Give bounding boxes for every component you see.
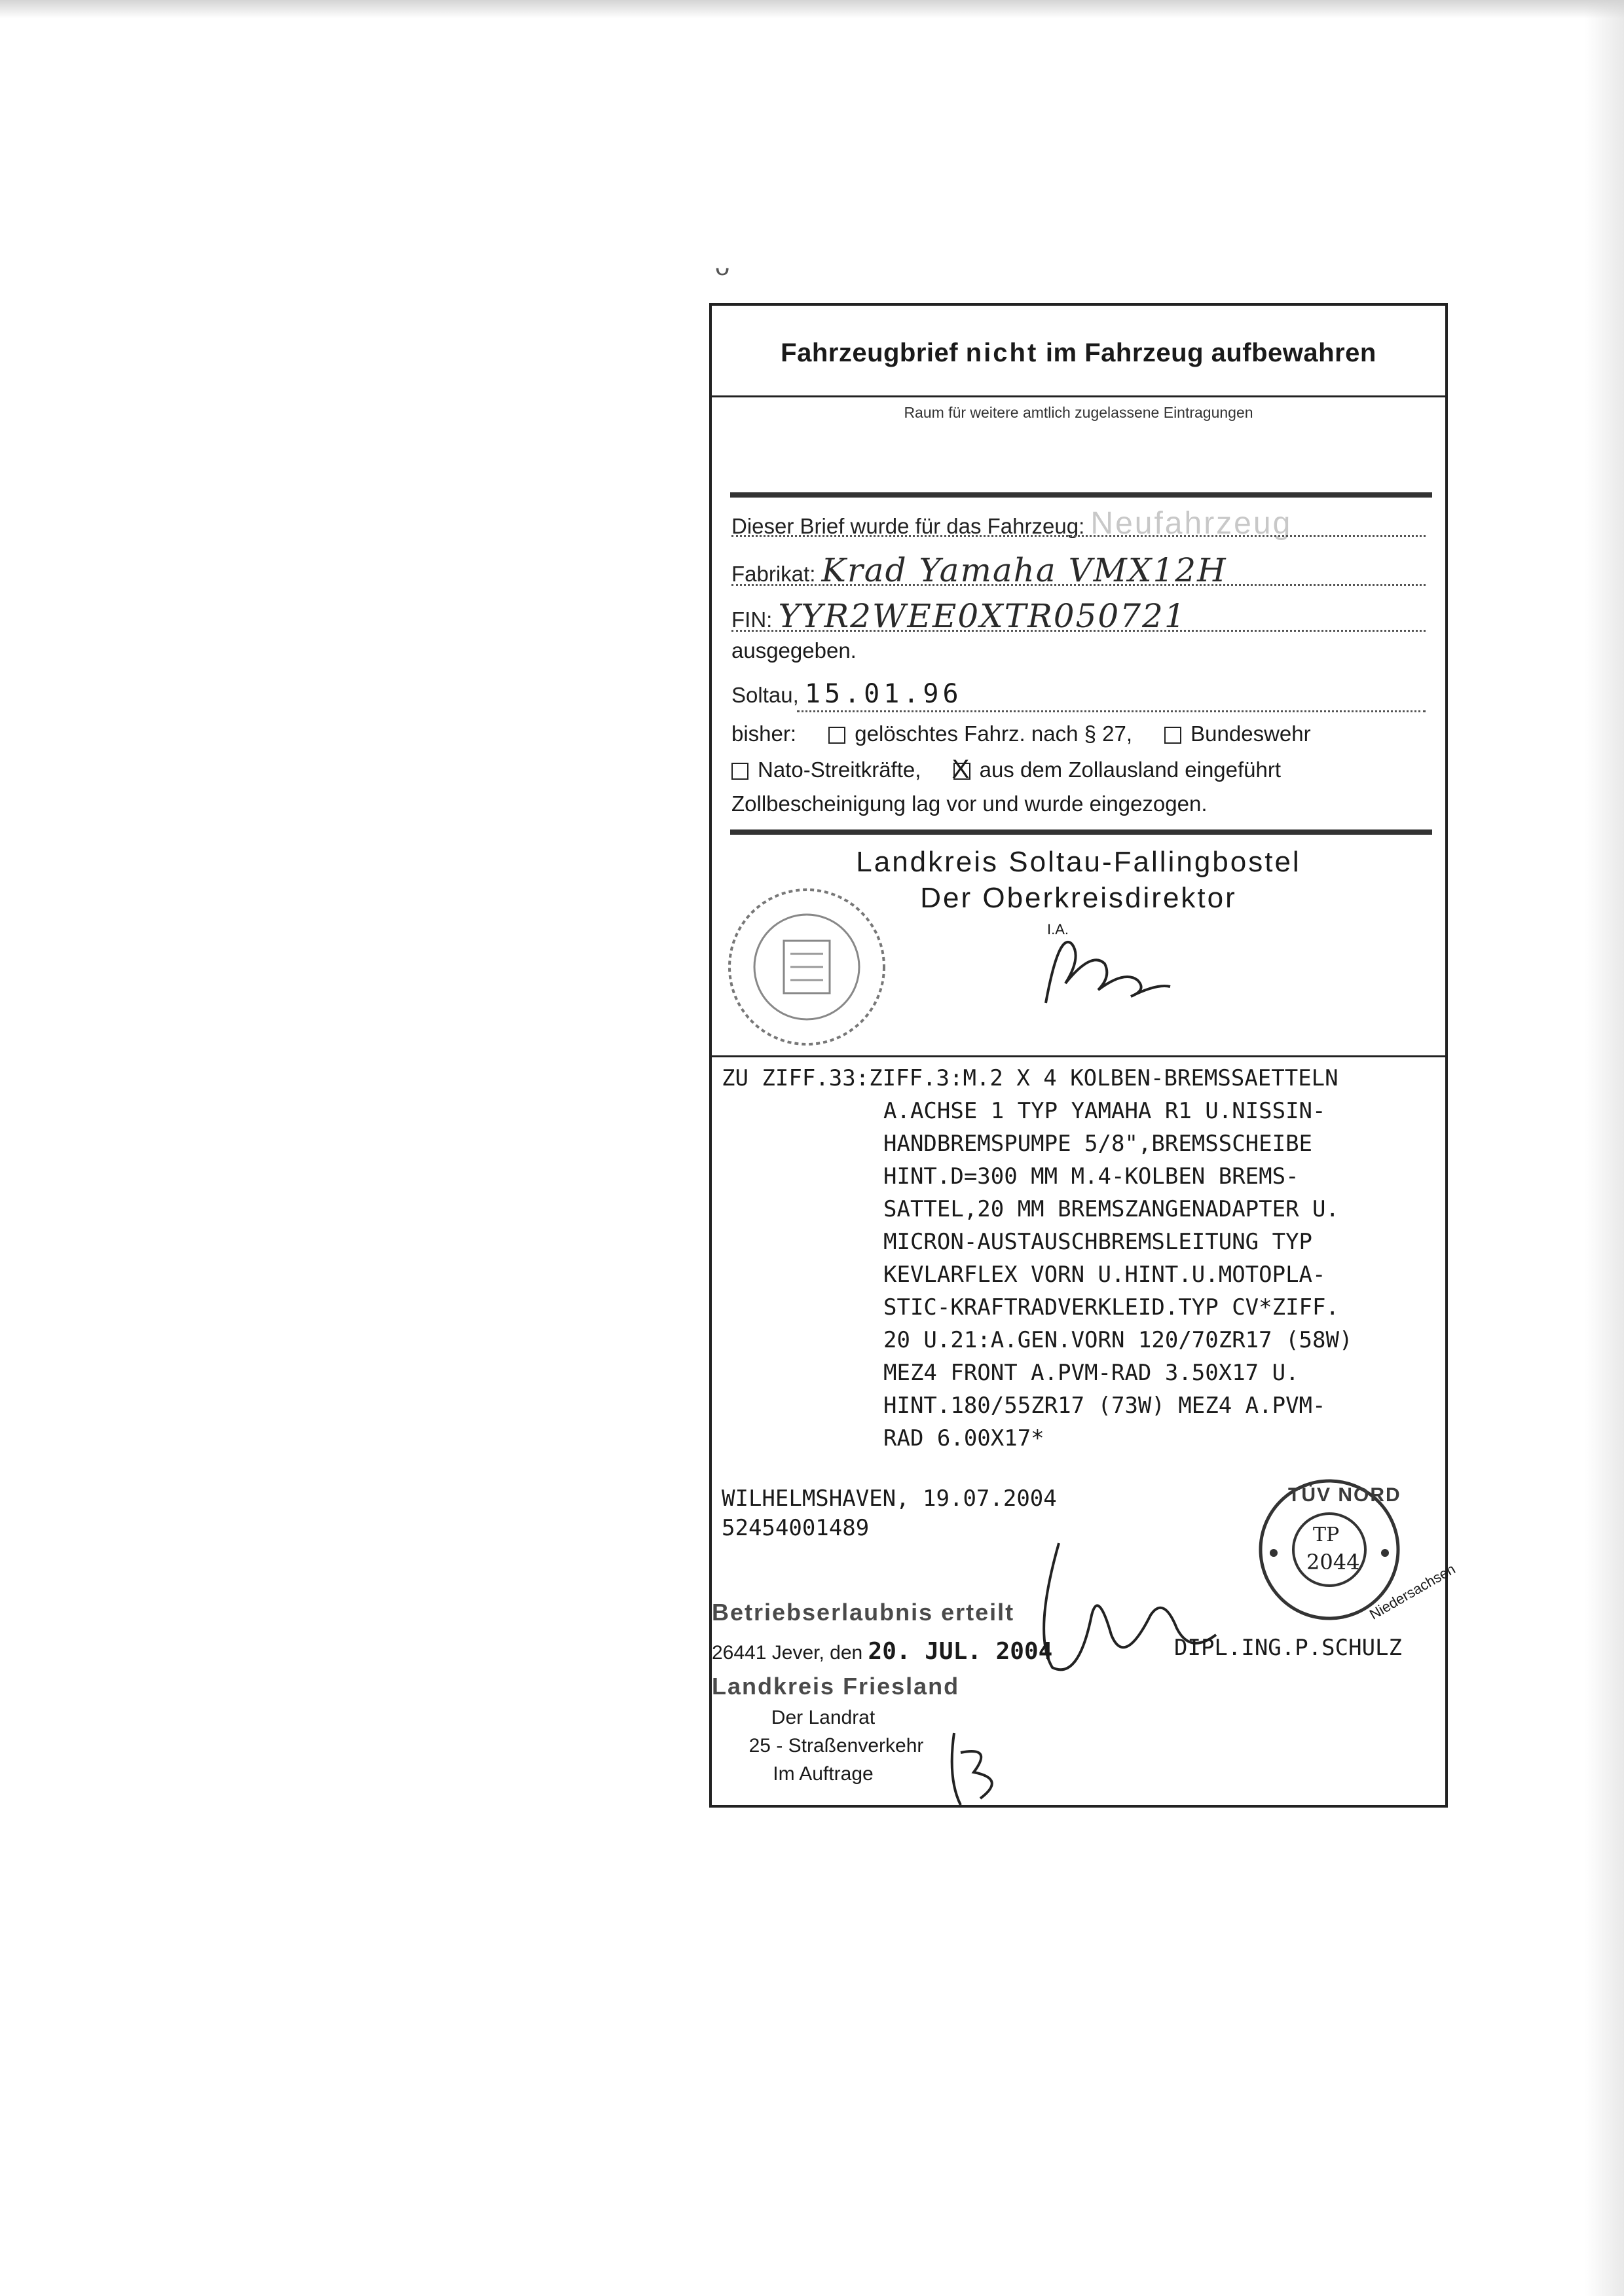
checkbox-icon: [828, 727, 845, 744]
ia-note: I.A.: [1047, 921, 1069, 938]
signature-permit: [934, 1726, 1033, 1810]
entry-number: 52454001489: [722, 1515, 870, 1541]
permit-line-6: Im Auftrage: [773, 1763, 874, 1785]
entry-line: 20 U.21:A.GEN.VORN 120/70ZR17 (58W): [883, 1327, 1353, 1353]
dotted-line: [731, 630, 1426, 632]
option-deleted-vehicle: gelöschtes Fahrz. nach § 27,: [855, 721, 1132, 746]
section-rule-bottom: [730, 829, 1432, 835]
permit-line-4: Der Landrat: [771, 1707, 876, 1728]
title-part-2: nicht: [965, 338, 1039, 367]
permit-date: 20. JUL. 2004: [868, 1638, 1053, 1665]
engineer-name: DIPL.ING.P.SCHULZ: [1174, 1635, 1402, 1661]
permit-line-1: Betriebserlaubnis erteilt: [712, 1599, 1015, 1626]
entry-line: MEZ4 FRONT A.PVM-RAD 3.50X17 U.: [883, 1360, 1299, 1386]
section-rule-top: [730, 492, 1432, 498]
tuv-stamp-bottom: Niedersachsen: [1367, 1560, 1458, 1623]
header-divider: [712, 395, 1445, 397]
entry-line: HINT.D=300 MM M.4-KOLBEN BREMS-: [883, 1163, 1299, 1190]
previous-status-line-2: [731, 757, 1281, 782]
previous-status-line: [731, 721, 1311, 746]
document-subtitle: Raum für weitere amtlich zugelassene Eintragungen: [904, 404, 1253, 421]
signature-authority: [1033, 918, 1183, 1016]
dotted-line: [731, 584, 1426, 586]
scan-edge-shadow: [0, 0, 1624, 18]
vin-label: FIN:: [731, 608, 773, 632]
permit-line-3: Landkreis Friesland: [712, 1673, 960, 1700]
official-seal-icon: [722, 882, 892, 1052]
signature-engineer: [1020, 1537, 1255, 1687]
vehicle-label: Dieser Brief wurde für das Fahrzeug:: [731, 514, 1085, 538]
entry-line: ZU ZIFF.33:ZIFF.3:M.2 X 4 KOLBEN-BREMSSAETTELN: [722, 1065, 1338, 1091]
title-part-3: im Fahrzeug aufbewahren: [1045, 338, 1376, 367]
vin-value: YYR2WEE0XTR050721: [778, 597, 1187, 635]
option-customs-import: aus dem Zollausland eingeführt: [979, 757, 1282, 782]
option-nato: Nato-Streitkräfte,: [758, 757, 921, 782]
corner-mark: ᴗ: [715, 252, 730, 281]
entry-line: KEVLARFLEX VORN U.HINT.U.MOTOPLA-: [883, 1262, 1326, 1288]
tuv-stamp-number: 2044: [1306, 1550, 1360, 1575]
customs-line: Zollbescheinigung lag vor und wurde eingezogen.: [731, 792, 1208, 816]
entry-divider: [712, 1055, 1445, 1057]
vehicle-registration-document: [709, 303, 1458, 1808]
entry-line: RAD 6.00X17*: [883, 1425, 1044, 1451]
make-label: Fabrikat:: [731, 562, 816, 586]
entry-line: MICRON-AUSTAUSCHBREMSLEITUNG TYP: [883, 1229, 1313, 1255]
place-date-line: [731, 679, 963, 709]
permit-line-5: 25 - Straßenverkehr: [748, 1735, 924, 1757]
authority-name: Landkreis Soltau-Fallingbostel: [856, 846, 1301, 878]
entry-line: HANDBREMSPUMPE 5/8",BREMSSCHEIBE: [883, 1131, 1313, 1157]
entry-place-date: WILHELMSHAVEN, 19.07.2004: [722, 1485, 1057, 1512]
checkbox-icon: [731, 763, 748, 780]
title-part-1: Fahrzeugbrief: [781, 338, 959, 367]
dotted-line: [731, 535, 1426, 537]
permit-line-2: [712, 1638, 1052, 1665]
document-title: [712, 338, 1445, 368]
make-value: Krad Yamaha VMX12H: [821, 551, 1227, 589]
tuv-stamp-top: TÜV NORD: [1288, 1484, 1401, 1506]
entry-line: STIC-KRAFTRADVERKLEID.TYP CV*ZIFF.: [883, 1294, 1339, 1321]
dotted-line: [797, 710, 1426, 712]
previous-label: bisher:: [731, 721, 797, 746]
entry-line: A.ACHSE 1 TYP YAMAHA R1 U.NISSIN-: [883, 1098, 1326, 1124]
vehicle-type-value: Neufahrzeug: [1090, 506, 1293, 541]
check-mark: X: [951, 755, 970, 784]
issue-date: 15.01.96: [804, 679, 963, 709]
scan-right-shadow: [1585, 0, 1624, 2296]
place-label: Soltau,: [731, 683, 799, 707]
tuv-stamp-mid: TP: [1313, 1523, 1340, 1546]
option-bundeswehr: Bundeswehr: [1190, 721, 1311, 746]
checkbox-icon: [1164, 727, 1181, 744]
permit-place: 26441 Jever, den: [712, 1642, 863, 1664]
issued-line: ausgegeben.: [731, 638, 857, 663]
entry-line: SATTEL,20 MM BREMSZANGENADAPTER U.: [883, 1196, 1339, 1222]
entry-line: HINT.180/55ZR17 (73W) MEZ4 A.PVM-: [883, 1393, 1326, 1419]
checked-box-icon: [951, 755, 970, 784]
authority-title: Der Oberkreisdirektor: [920, 882, 1237, 914]
